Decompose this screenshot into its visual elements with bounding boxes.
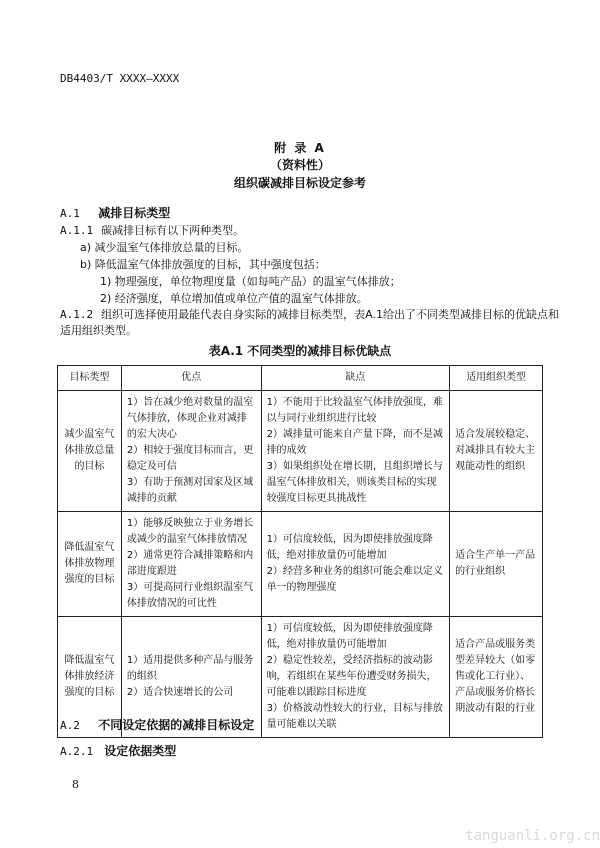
cell-type: 减少温室气体排放总量的目标	[58, 391, 122, 512]
clause-text: 碳减排目标有以下两种类型。	[101, 224, 245, 237]
advantages-table	[57, 365, 543, 738]
list-item: 1）适用提供多种产品与服务的组织	[126, 655, 254, 682]
clause-a12	[60, 306, 559, 323]
clause-a12-continued: 适用组织类型。	[60, 324, 137, 337]
clause-number: A.1.2	[60, 308, 94, 321]
list-item: 1）可信度较低，因为即使排放强度降低，绝对排放量仍可能增加	[266, 534, 433, 561]
header-fit: 适用组织类型	[450, 366, 543, 391]
list-item: 3）价格波动性较大的行业，目标与排放量可能难以关联	[266, 703, 443, 730]
list-item: 1）旨在减少绝对数量的温室气体排放，体现企业对减排的宏大决心	[126, 397, 254, 440]
watermark: tanguanli.org.cn	[465, 828, 600, 844]
table-caption: 表A.1 不同类型的减排目标优缺点	[208, 344, 392, 358]
section-number: A.1	[60, 207, 80, 220]
list-item-b2: 2) 经济强度，单位增加值或单位产值的温室气体排放。	[100, 292, 368, 305]
appendix-title: 组织碳减排目标设定参考	[233, 176, 366, 190]
clause-a11	[60, 222, 244, 239]
section-title: 不同设定依据的减排目标设定	[98, 718, 255, 732]
cell-type: 降低温室气体排放经济强度的目标	[58, 617, 122, 738]
section-number: A.2.1	[60, 745, 94, 758]
header-type: 目标类型	[58, 366, 122, 391]
list-item: 3）可提高同行业组织温室气体排放情况的可比性	[126, 582, 254, 609]
clause-number: A.1.1	[60, 224, 94, 237]
cell-fit: 适合发展较稳定、对减排具有较大主观能动性的组织	[450, 391, 543, 512]
list-item: 3）有助于预测对国家及区域减排的贡献	[126, 477, 254, 504]
section-title: 减排目标类型	[98, 206, 171, 220]
section-a2-heading	[60, 716, 254, 733]
appendix-nature: （资料性）	[269, 158, 330, 172]
header-cons: 缺点	[261, 366, 450, 391]
header-pros: 优点	[121, 366, 261, 391]
cell-fit: 适合生产单一产品的行业组织	[450, 512, 543, 617]
document-code: DB4403/T XXXX—XXXX	[60, 72, 180, 85]
cell-cons	[261, 391, 450, 512]
table-row	[58, 512, 543, 617]
table-header-row	[58, 366, 543, 391]
cell-pros	[121, 391, 261, 512]
list-item: 1）不能用于比较温室气体排放强度，难以与同行业组织进行比较	[266, 397, 443, 424]
list-item: 1）可信度较低，因为即使排放强度降低，绝对排放量仍可能增加	[266, 623, 433, 650]
list-item: 2）适合快速增长的公司	[126, 687, 234, 698]
section-title: 设定依据类型	[104, 744, 177, 758]
page-number: 8	[72, 778, 79, 791]
cell-cons	[261, 617, 450, 738]
cell-type: 降低温室气体排放物理强度的目标	[58, 512, 122, 617]
list-item: 3）如果组织处在增长期，且组织增长与温室气体排放相关，则该类目标的实现较强度目标更具挑战性	[266, 461, 443, 504]
section-number: A.2	[60, 719, 80, 732]
list-item: 2）经营多种业务的组织可能会难以定义单一的物理强度	[266, 566, 443, 593]
list-item: 2）稳定性较差，受经济指标的波动影响，若组织在某些年份遭受财务损失，可能难以跟踪目标进度	[266, 655, 437, 698]
section-a1-heading	[60, 204, 170, 221]
cell-fit: 适合产品或服务类型差异较大（如零售或化工行业）、产品或服务价格长期波动有限的行业	[450, 617, 543, 738]
table-row	[58, 391, 543, 512]
clause-text: 组织可选择使用最能代表自身实际的减排目标类型，表A.1给出了不同类型减排目标的优缺点和	[101, 308, 559, 321]
list-item: 1）能够反映独立于业务增长或减少的温室气体排放情况	[126, 518, 254, 545]
appendix-label: 附 录 A	[274, 141, 326, 155]
list-item: 2）减排量可能来自产量下降，而不是减排的成效	[266, 429, 443, 456]
cell-cons	[261, 512, 450, 617]
list-item-b1: 1) 物理强度，单位物理度量（如每吨产品）的温室气体排放；	[100, 275, 401, 288]
cell-pros	[121, 512, 261, 617]
list-item: 2）通常更符合减排策略和内部进度跟进	[126, 550, 254, 577]
section-a21-heading	[60, 742, 176, 759]
list-item-b: b) 降低温室气体排放强度的目标，其中强度包括：	[80, 258, 326, 271]
list-item-a: a) 减少温室气体排放总量的目标。	[80, 241, 249, 254]
list-item: 2）相较于强度目标而言，更稳定及可信	[126, 445, 254, 472]
